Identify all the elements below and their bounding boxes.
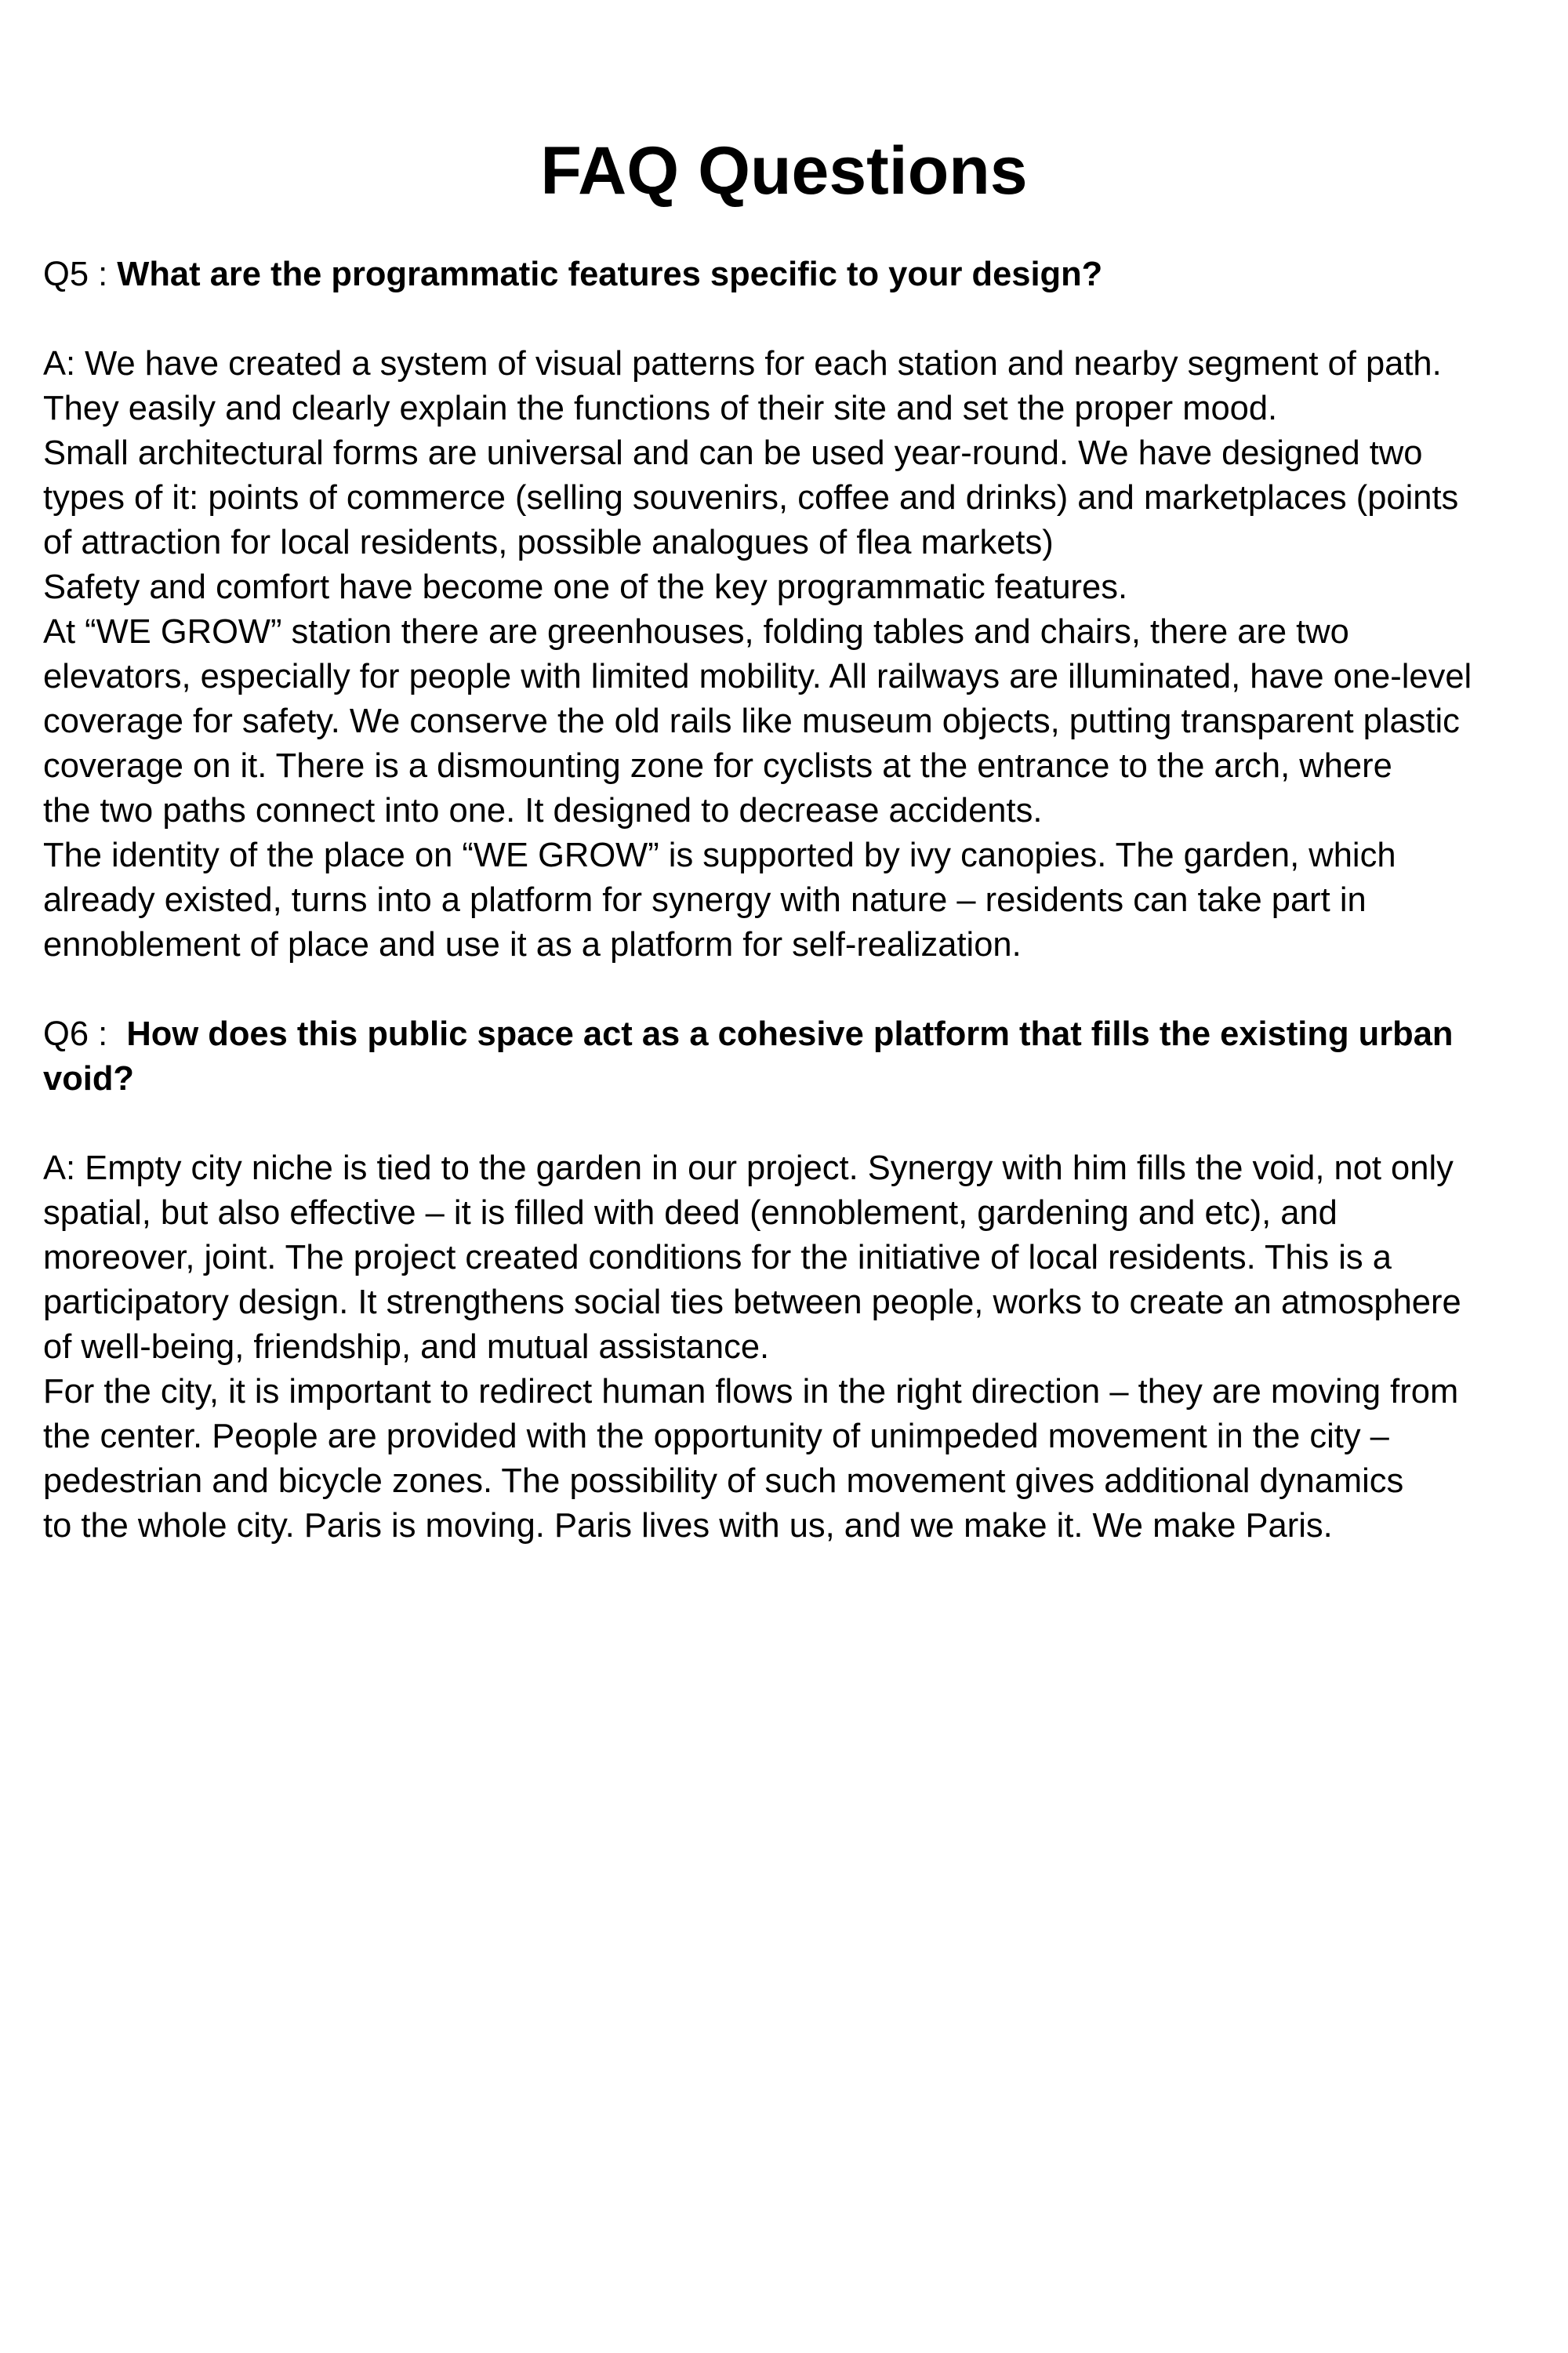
answer-line: Safety and comfort have become one of the key programmatic features. [43, 568, 1128, 606]
answer-line: They easily and clearly explain the functions of their site and set the proper mood. [43, 390, 1278, 427]
faq-item-q5 [43, 252, 1541, 968]
question-label: Q6 [43, 1015, 89, 1053]
answer-line: of attraction for local residents, possible analogues of flea markets) [43, 524, 1054, 561]
faq-content [43, 252, 1541, 1549]
answer-line: pedestrian and bicycle zones. The possibility of such movement gives additional dynamics [43, 1462, 1404, 1500]
answer-line: At “WE GROW” station there are greenhouses, folding tables and chairs, there are two [43, 613, 1349, 651]
answer-line: For the city, it is important to redirect human flows in the right direction – they are moving from [43, 1373, 1459, 1411]
question-q6 [43, 1012, 1541, 1102]
question-separator: : [89, 256, 118, 293]
answer-line: ennoblement of place and use it as a platform for self-realization. [43, 926, 1022, 964]
answer-line: coverage on it. There is a dismounting zone for cyclists at the entrance to the arch, where [43, 747, 1392, 785]
answer-line: the two paths connect into one. It designed to decrease accidents. [43, 792, 1043, 830]
question-text-line: How does this public space act as a cohesive platform that fills the existing urban [126, 1015, 1454, 1053]
answer-line: of well-being, friendship, and mutual assistance. [43, 1328, 770, 1366]
answer-line: A: We have created a system of visual patterns for each station and nearby segment of path. [43, 345, 1442, 383]
answer-line: already existed, turns into a platform for synergy with nature – residents can take part in [43, 881, 1367, 919]
question-q5 [43, 252, 1541, 297]
answer-line: the center. People are provided with the opportunity of unimpeded movement in the city – [43, 1418, 1389, 1455]
question-separator: : [89, 1015, 127, 1053]
answer-line: to the whole city. Paris is moving. Paris lives with us, and we make it. We make Paris. [43, 1507, 1333, 1545]
question-text: What are the programmatic features specific to your design? [117, 256, 1103, 293]
answer-q6 [43, 1146, 1541, 1549]
answer-line: coverage for safety. We conserve the old rails like museum objects, putting transparent plastic [43, 703, 1460, 740]
answer-line: participatory design. It strengthens social ties between people, works to create an atmosphere [43, 1284, 1461, 1321]
answer-line: Small architectural forms are universal and can be used year-round. We have designed two [43, 434, 1423, 472]
answer-q5 [43, 342, 1541, 968]
page-title: FAQ Questions [540, 133, 1028, 209]
answer-line: moreover, joint. The project created conditions for the initiative of local residents. This is a [43, 1239, 1392, 1276]
answer-line: types of it: points of commerce (selling souvenirs, coffee and drinks) and marketplaces (points [43, 479, 1459, 517]
answer-line: A: Empty city niche is tied to the garden in our project. Synergy with him fills the void, not only [43, 1149, 1454, 1187]
answer-line: The identity of the place on “WE GROW” is supported by ivy canopies. The garden, which [43, 837, 1396, 874]
question-label: Q5 [43, 256, 89, 293]
faq-item-q6 [43, 1012, 1541, 1549]
answer-line: elevators, especially for people with limited mobility. All railways are illuminated, have one-level [43, 658, 1472, 695]
answer-line: spatial, but also effective – it is filled with deed (ennoblement, gardening and etc), and [43, 1194, 1338, 1232]
question-text-line: void? [43, 1060, 134, 1098]
